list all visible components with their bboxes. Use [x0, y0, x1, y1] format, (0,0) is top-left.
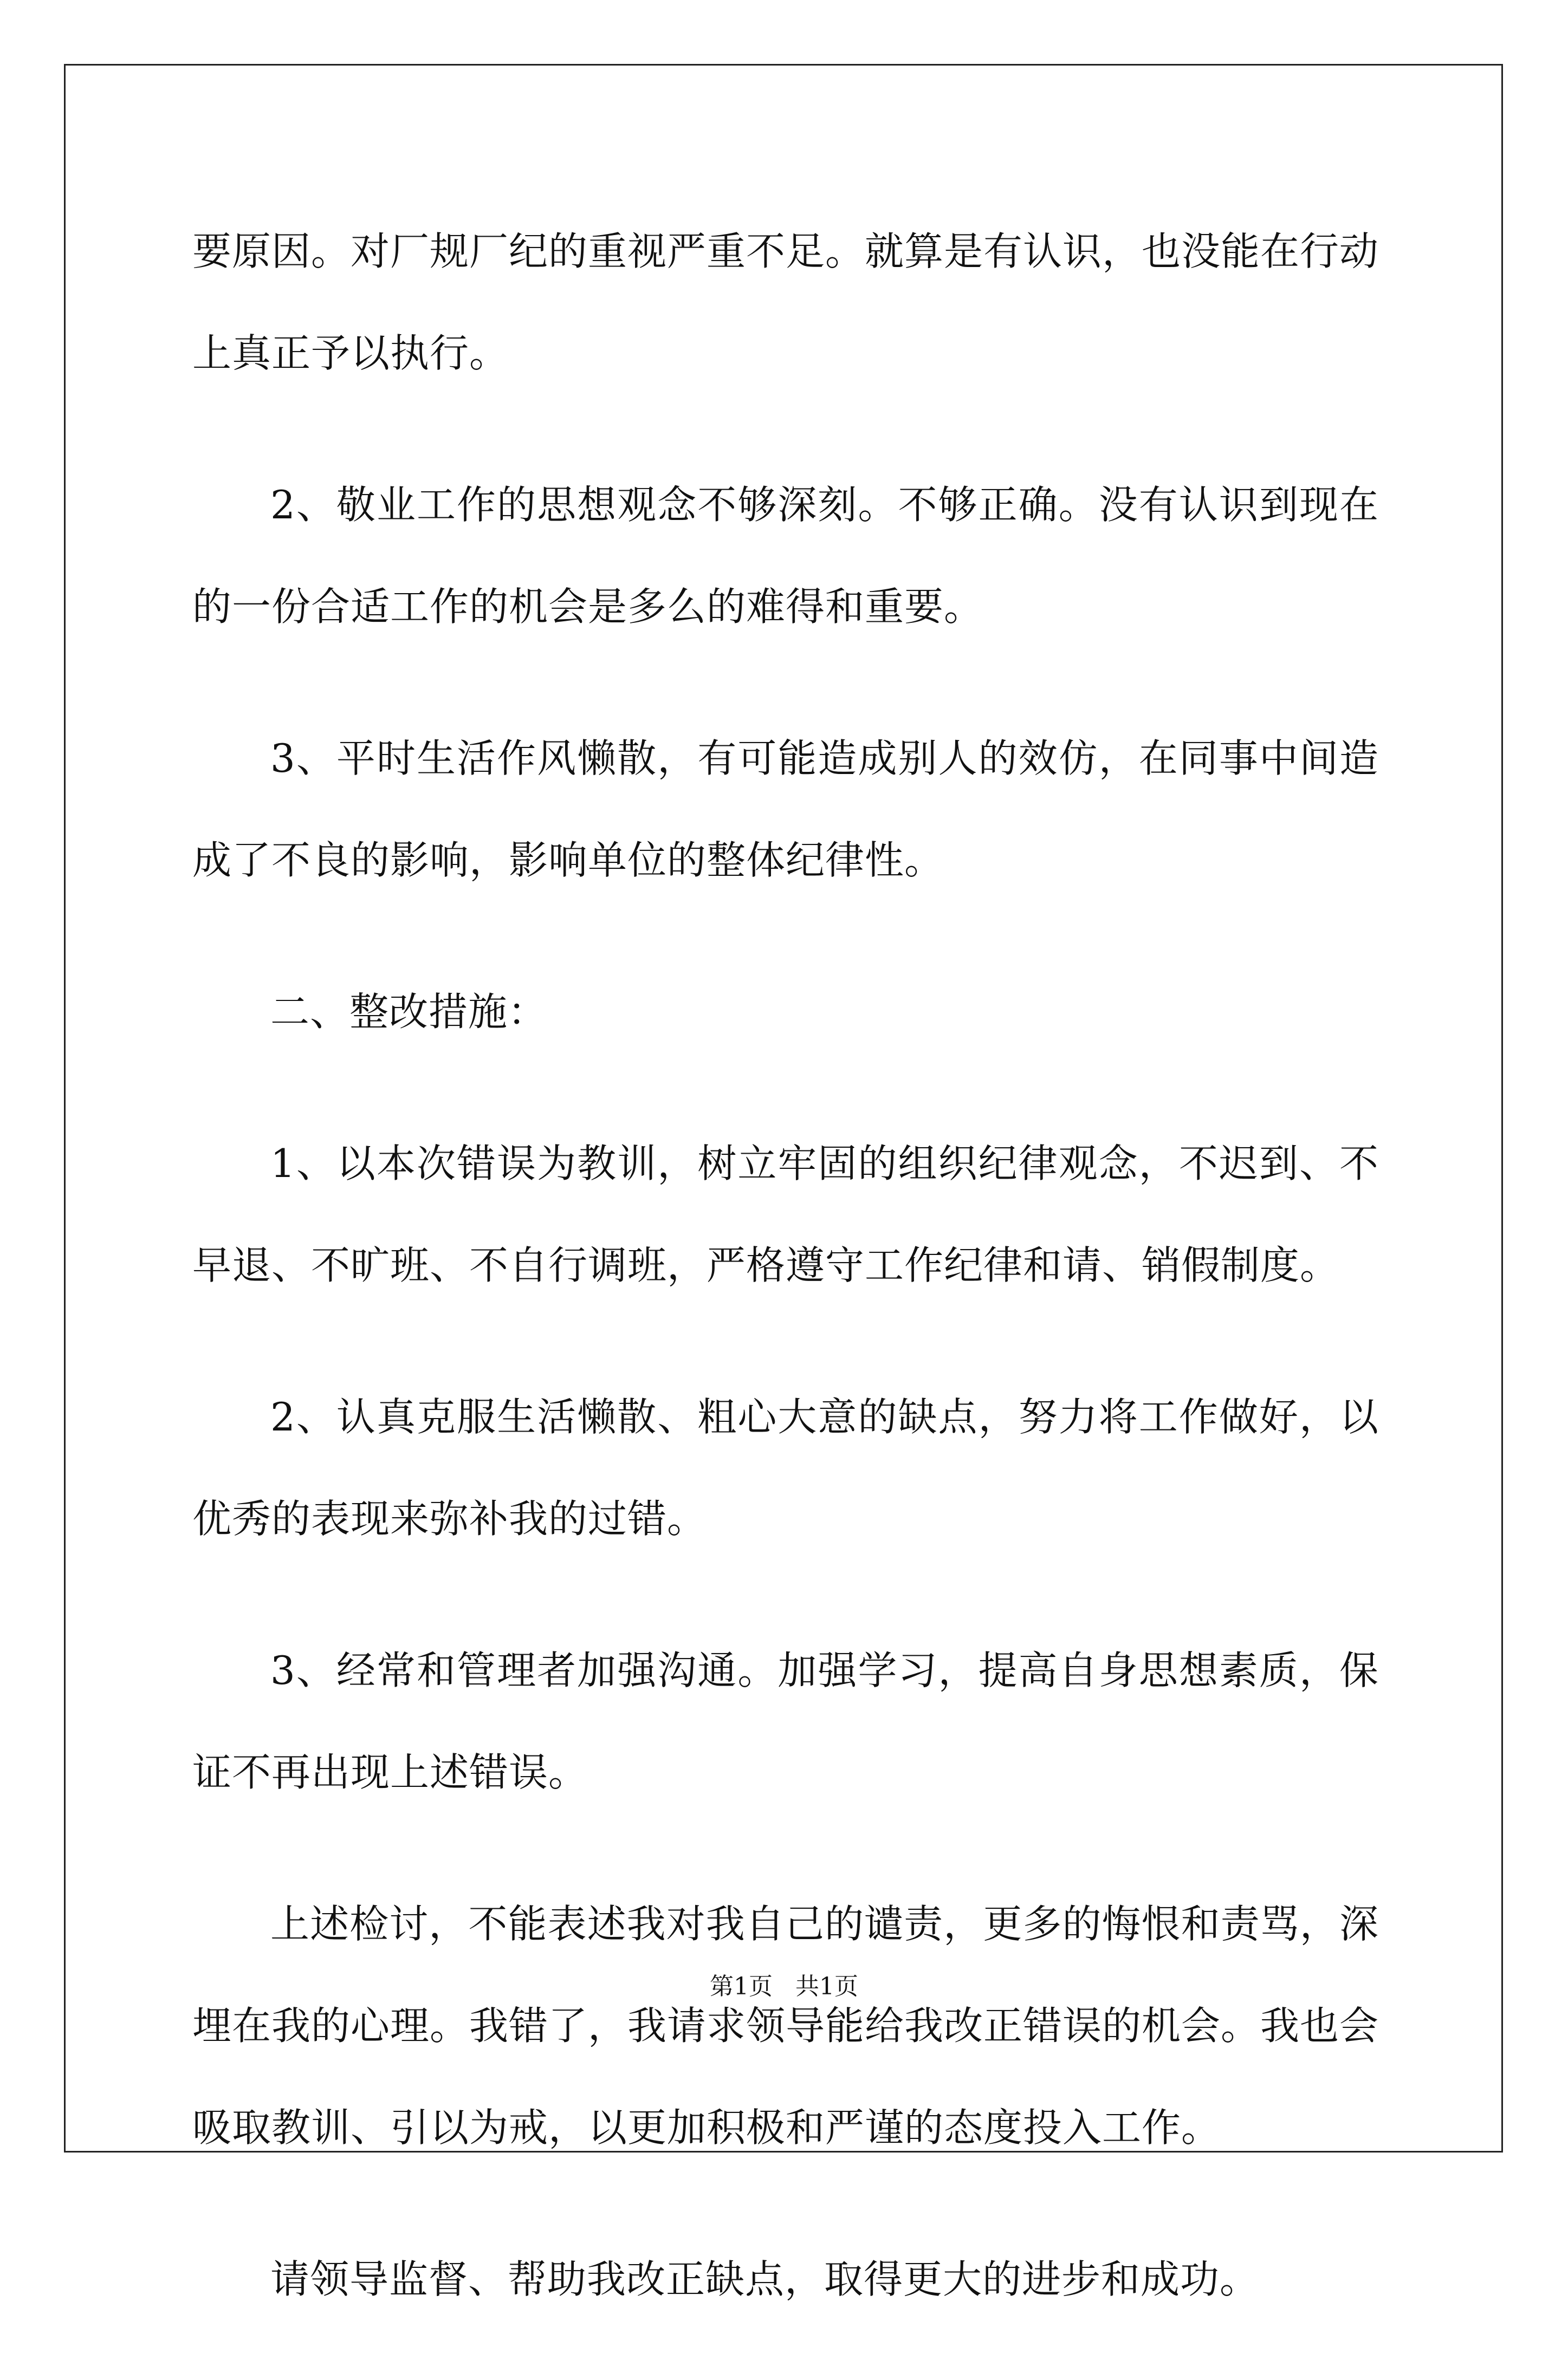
page-footer — [0, 1971, 1568, 2003]
page-total: 共1页 — [795, 1973, 858, 2000]
paragraph: 请领导监督、帮助我改正缺点，取得更大的进步和成功。 — [270, 2257, 1260, 2302]
paragraph: 1、以本次错误为教训，树立牢固的组织纪律观念，不迟到、不早退、不旷班、不自行调班，严格遵守工作纪律和请、销假制度。 — [192, 1141, 1379, 1288]
paragraph: 要原因。对厂规厂纪的重视严重不足。就算是有认识，也没能在行动上真正予以执行。 — [192, 229, 1379, 376]
paragraph: 2、敬业工作的思想观念不够深刻。不够正确。没有认识到现在的一份合适工作的机会是多么的难得和重要。 — [192, 482, 1379, 629]
document-body — [192, 200, 1379, 2380]
paragraph: 2、认真克服生活懒散、粗心大意的缺点，努力将工作做好，以优秀的表现来弥补我的过错。 — [192, 1394, 1379, 1542]
page-number: 第1页 — [710, 1973, 773, 2000]
section-heading: 二、整改措施： — [270, 989, 548, 1035]
paragraph: 上述检讨，不能表述我对我自己的谴责，更多的悔恨和责骂，深埋在我的心理。我错了，我请求领导能给我改正错误的机会。我也会吸取教训、引以为戒，以更加积极和严谨的态度投入工作。 — [192, 1901, 1379, 2150]
paragraph: 3、经常和管理者加强沟通。加强学习，提高自身思想素质，保证不再出现上述错误。 — [192, 1648, 1379, 1795]
paragraph: 3、平时生活作风懒散，有可能造成别人的效仿，在同事中间造成了不良的影响，影响单位的整体纪律性。 — [192, 736, 1379, 883]
